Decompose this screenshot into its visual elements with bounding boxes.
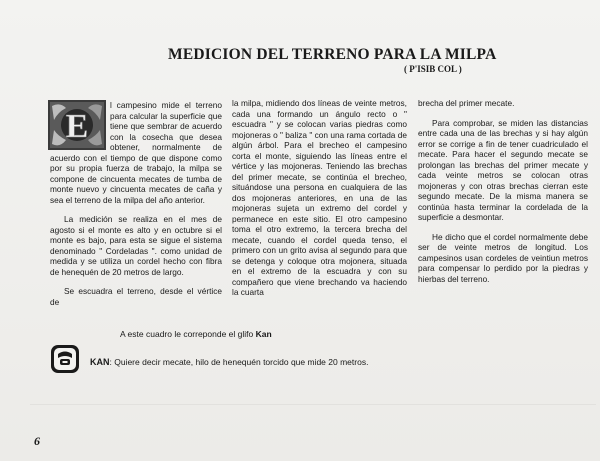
text-column-3 [418, 98, 588, 293]
text-column-2 [232, 98, 407, 307]
glyph-lead-text: A este cuadro le correponde el glifo Kan [120, 329, 272, 339]
column3-paragraph-1: brecha del primer mecate. [418, 98, 515, 108]
ornate-letter-e-icon [48, 100, 106, 150]
dropcap-letter: E [65, 108, 89, 145]
glyph-name: Kan [255, 329, 272, 339]
page-number: 6 [34, 434, 40, 448]
page-title: MEDICION DEL TERRENO PARA LA MILPA [168, 46, 497, 63]
glyph-definition [90, 357, 368, 367]
column1-paragraph-1: l campesino mide el terreno para calcular la superficie que tiene que sembrar de acuerdo con la cosecha que desea obtener, normalmente de acuerdo con el tiempo de que dispone como por su propia fuerza de trabajo, la milpa se compone de cincuenta mecates de tumba de monte nuevo y cincuenta mecates de caña y sea el terreno de la milpa del año anterior. [50, 100, 222, 205]
divider [30, 404, 596, 405]
column1-paragraph-2: La medición se realiza en el mes de agosto si el monte es alto y en octubre si el monte es bajo, para esta se sigue el sistema denominado " Cordeladas ". como unidad de medida y se utiliza un cordel hecho con fibra de henequén de 20 metros de largo. [50, 214, 222, 277]
page-subtitle: ( P'ISIB COL ) [404, 64, 462, 74]
text-column-1 [50, 100, 222, 316]
column1-paragraph-3: Se escuadra el terreno, desde el vértice de [50, 286, 222, 307]
column3-paragraph-3: He dicho que el cordel normalmente debe ser de veinte metros de longitud. Los campesinos usan cordeles de veintiun metros para compensar lo perdido por la piedras y hierbas del terreno. [418, 231, 588, 284]
column2-paragraph-1: la milpa, midiendo dos líneas de veinte metros, cada una formando un ángulo recto o " escuadra " y se colocan varias piedras como mojoneras o " baliza " con una rama cortada de algún árbol. Para el brecheo el campesino corta el monte, siguiendo las líneas entre el vértice y las mojoneras. Teniendo las brechas del primer mecate, se continúa el brecheo, situándose una persona en cualquiera de las dos mojoneras anteriores, en una de las mojoneras sujeta un extremo del cordel y permanece en este sitio. El otro campesino toma el otro extremo, la tercera brecha del mecate, cuando el cordel queda tenso, el primero con un grito avisa al segundo para que se detenga y coloque otra mojonera, situada en el extremo de la escuadra y con su compañero que viene brechando va haciendo la cuarta [232, 98, 407, 297]
kan-glyph-icon [50, 344, 80, 374]
definition-term: KAN [90, 357, 110, 367]
column3-paragraph-2: Para comprobar, se miden las distancias entre cada una de las brechas y si hay algún error se corrige a fin de tener cuadriculado el mecate. Para hacer el segundo mecate se prolongan las brechas del primer mecate y cada veinte metros se colocan otras mojoneras y con otras brechas cierran este segundo mecate. De la misma manera se continúa hasta terminar la cordelada de la superficie a desmontar. [418, 117, 588, 222]
definition-text: : Quiere decir mecate, hilo de henequén torcido que mide 20 metros. [109, 357, 369, 367]
